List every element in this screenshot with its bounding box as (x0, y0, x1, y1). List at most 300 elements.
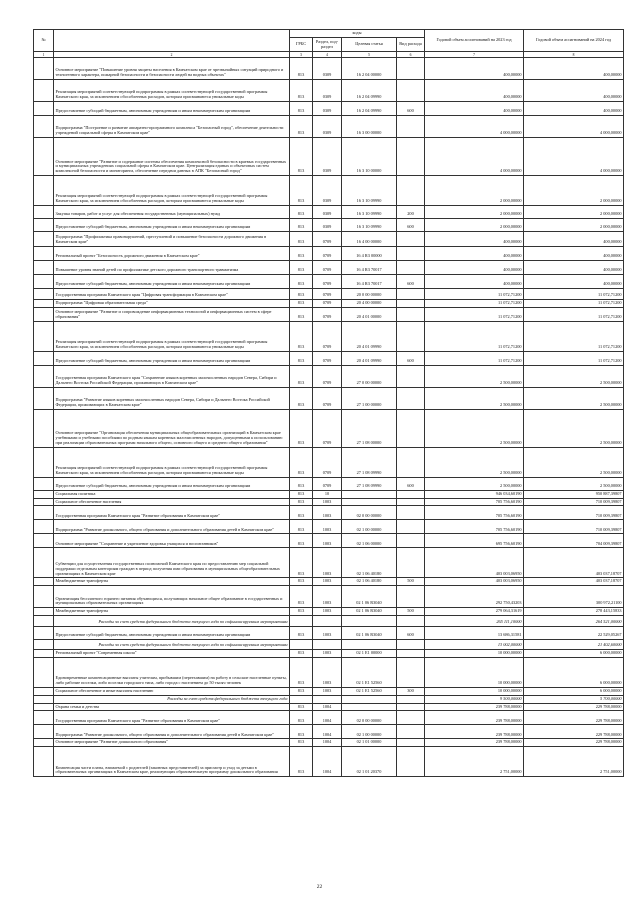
row-name-cell: Социальное обеспечение и иные выплаты населению (54, 687, 290, 695)
row-number-cell (34, 232, 54, 247)
table-row (34, 520, 624, 534)
row-type-cell (397, 739, 425, 747)
row-grbs-cell: 813 (290, 409, 313, 447)
row-section-cell: 0709 (313, 300, 342, 308)
row-section-cell: 0309 (313, 102, 342, 116)
row-2024-cell: 6 000,00000 (524, 657, 624, 687)
row-section-cell: 1003 (313, 657, 342, 687)
row-name-cell: Подпрограмма "Цифровая образовательная среда" (54, 300, 290, 308)
table-row (34, 548, 624, 578)
row-section-cell: 0709 (313, 232, 342, 247)
row-target-cell (342, 695, 397, 703)
row-number-cell (34, 365, 54, 387)
row-number-cell (34, 608, 54, 616)
row-name-cell: Подпрограмма "Профилактика правонарушений, преступлений и повышение безопасности дорожного движения в Камчатском крае" (54, 232, 290, 247)
row-name-cell: Расходы за счет средств федерального бюджета текущего года по софинансируемым мероприятиям (54, 640, 290, 650)
row-type-cell (397, 387, 425, 409)
row-2023-cell: 695 756,60190 (425, 534, 524, 548)
row-type-cell (397, 640, 425, 650)
table-row (34, 219, 624, 232)
row-grbs-cell: 813 (290, 608, 313, 616)
row-target-cell: 16 2 04 09990 (342, 80, 397, 102)
row-2024-cell: 710 009,39807 (524, 520, 624, 534)
row-grbs-cell: 813 (290, 232, 313, 247)
table-row (34, 747, 624, 777)
row-grbs-cell: 813 (290, 534, 313, 548)
row-name-cell: Государственная программа Камчатского края "Цифровая трансформация в Камчатском крае" (54, 289, 290, 300)
row-2023-cell: 2 500,00000 (425, 365, 524, 387)
row-number-cell (34, 578, 54, 586)
row-grbs-cell: 813 (290, 365, 313, 387)
row-section-cell: 0709 (313, 289, 342, 300)
row-2023-cell: 400,00000 (425, 80, 524, 102)
row-target-cell: 02 1 06 R3040 (342, 627, 397, 640)
row-2024-cell: 2 500,00000 (524, 477, 624, 490)
table-row (34, 116, 624, 138)
row-name-cell: Реализация мероприятий соответствующей подпрограммы в рамках соответствующей государственной программы Камчатского края, за исключением обособленных расходов, которым присваиваются уникальные коды (54, 80, 290, 102)
row-target-cell: 27 1 00 00000 (342, 387, 397, 409)
row-2023-cell: 2 000,00000 (425, 206, 524, 219)
row-2023-cell: 705 756,60190 (425, 498, 524, 506)
row-number-cell (34, 80, 54, 102)
col-2023-header: Годовой объем ассигнований на 2023 год (425, 30, 524, 52)
row-grbs-cell: 813 (290, 219, 313, 232)
row-grbs-cell: 813 (290, 176, 313, 206)
row-name-cell: Социальное обеспечение населения (54, 498, 290, 506)
row-target-cell: 20 4 01 00000 (342, 307, 397, 321)
row-grbs-cell: 813 (290, 711, 313, 725)
row-type-cell (397, 409, 425, 447)
row-2023-cell: 400,00000 (425, 261, 524, 275)
row-section-cell: 0309 (313, 116, 342, 138)
row-type-cell (397, 116, 425, 138)
row-2024-cell: 2 000,00000 (524, 176, 624, 206)
row-section-cell: 0709 (313, 387, 342, 409)
row-type-cell: 500 (397, 608, 425, 616)
row-name-cell: Региональный проект "Безопасность дорожного движения в Камчатском крае" (54, 247, 290, 261)
index-cell: 3 (290, 52, 313, 58)
row-target-cell: 02 1 06 00000 (342, 534, 397, 548)
row-number-cell (34, 586, 54, 608)
row-2024-cell: 11 072,71200 (524, 300, 624, 308)
row-section-cell: 0309 (313, 138, 342, 176)
row-2024-cell: 2 000,00000 (524, 206, 624, 219)
row-grbs-cell: 813 (290, 300, 313, 308)
table-row (34, 586, 624, 608)
table-row (34, 725, 624, 739)
row-number-cell (34, 261, 54, 275)
row-section-cell: 1003 (313, 548, 342, 578)
row-grbs-cell (290, 695, 313, 703)
row-number-cell (34, 102, 54, 116)
row-2024-cell: 278 443,15833 (524, 608, 624, 616)
row-2023-cell: 400,00000 (425, 247, 524, 261)
row-type-cell (397, 498, 425, 506)
row-number-cell (34, 247, 54, 261)
row-number-cell (34, 627, 54, 640)
row-2023-cell: 11 072,71200 (425, 307, 524, 321)
row-2023-cell: 2 500,00000 (425, 409, 524, 447)
row-2024-cell: 11 072,71200 (524, 321, 624, 351)
row-section-cell: 1003 (313, 520, 342, 534)
row-section-cell (313, 616, 342, 627)
row-number-cell (34, 703, 54, 711)
row-target-cell: 02 1 E1 52560 (342, 687, 397, 695)
row-target-cell: 02 0 00 00000 (342, 711, 397, 725)
page-number: 22 (316, 884, 323, 890)
row-grbs-cell: 813 (290, 725, 313, 739)
row-number-cell (34, 206, 54, 219)
col-type-header: Вид расхода (397, 38, 425, 52)
row-2024-cell: 403 037,18707 (524, 548, 624, 578)
row-number-cell (34, 520, 54, 534)
row-target-cell: 02 1 E1 52560 (342, 657, 397, 687)
row-number-cell (34, 657, 54, 687)
index-cell: 5 (342, 52, 397, 58)
row-section-cell: 0309 (313, 206, 342, 219)
row-name-cell: Подпрограмма "Развитие дошкольного, общего образования и дополнительного образования детей в Камчатском крае" (54, 520, 290, 534)
row-section-cell: 0709 (313, 365, 342, 387)
row-grbs-cell: 813 (290, 321, 313, 351)
row-grbs-cell: 813 (290, 387, 313, 409)
row-name-cell: Социальная политика (54, 490, 290, 498)
row-2023-cell: 403 003,06950 (425, 548, 524, 578)
row-type-cell (397, 548, 425, 578)
row-2023-cell: 705 756,60190 (425, 520, 524, 534)
row-2024-cell: 11 072,71200 (524, 307, 624, 321)
row-number-cell (34, 275, 54, 289)
row-2024-cell: 403 037,18707 (524, 578, 624, 586)
row-number-cell (34, 289, 54, 300)
row-number-cell (34, 506, 54, 520)
row-section-cell: 1003 (313, 650, 342, 658)
row-grbs-cell: 813 (290, 80, 313, 102)
row-target-cell (342, 616, 397, 627)
row-name-cell: Подпрограмма "Развитие языков коренных малочисленных народов Севера, Сибири и Дальнего Востока Российской Федерации, проживающих в Камчатском крае" (54, 387, 290, 409)
row-number-cell (34, 490, 54, 498)
row-target-cell: 27 0 00 00000 (342, 365, 397, 387)
row-target-cell: 02 1 06 40180 (342, 548, 397, 578)
row-number-cell (34, 747, 54, 777)
row-2023-cell: 705 756,60190 (425, 506, 524, 520)
row-section-cell: 0709 (313, 321, 342, 351)
row-name-cell: Предоставление субсидий бюджетным, автономным учреждениям и иным некоммерческим организациям (54, 627, 290, 640)
row-grbs-cell: 813 (290, 351, 313, 365)
row-type-cell (397, 747, 425, 777)
row-2023-cell: 11 072,71200 (425, 351, 524, 365)
row-name-cell: Региональный проект "Современная школа" (54, 650, 290, 658)
row-name-cell: Охрана семьи и детства (54, 703, 290, 711)
row-target-cell: 02 1 01 00000 (342, 739, 397, 747)
table-row (34, 387, 624, 409)
row-2023-cell: 10 000,00000 (425, 687, 524, 695)
budget-table (33, 29, 624, 777)
row-type-cell: 500 (397, 578, 425, 586)
row-grbs-cell: 813 (290, 289, 313, 300)
row-name-cell: Основное мероприятие "Повышение уровня защиты населения в Камчатском крае от чрезвычайных ситуаций природного и техногенного характера, пожарной безопасности и безопасности людей на водных объектах" (54, 58, 290, 80)
row-section-cell: 0709 (313, 261, 342, 275)
row-type-cell (397, 447, 425, 477)
row-grbs-cell: 813 (290, 307, 313, 321)
table-row (34, 321, 624, 351)
row-type-cell (397, 506, 425, 520)
row-target-cell: 02 1 06 R3040 (342, 586, 397, 608)
row-section-cell: 1003 (313, 608, 342, 616)
row-type-cell (397, 58, 425, 80)
row-2023-cell: 4 000,00000 (425, 138, 524, 176)
row-number-cell (34, 409, 54, 447)
table-row (34, 232, 624, 247)
table-row (34, 490, 624, 498)
row-type-cell (397, 703, 425, 711)
row-section-cell (313, 695, 342, 703)
row-grbs-cell: 813 (290, 548, 313, 578)
row-2024-cell: 400,00000 (524, 58, 624, 80)
row-name-cell: Реализация мероприятий соответствующей подпрограммы в рамках соответствующей государственной программы Камчатского края, за исключением обособленных расходов, которым присваиваются уникальные коды (54, 447, 290, 477)
row-number-cell (34, 300, 54, 308)
row-section-cell: 1003 (313, 687, 342, 695)
row-target-cell: 16 4 R3 70017 (342, 261, 397, 275)
row-name-cell: Государственная программа Камчатского края "Развитие образования в Камчатском крае" (54, 506, 290, 520)
row-number-cell (34, 58, 54, 80)
table-row (34, 138, 624, 176)
row-number-cell (34, 616, 54, 627)
index-cell: 7 (425, 52, 524, 58)
row-grbs-cell: 813 (290, 586, 313, 608)
row-2024-cell: 22 529,05267 (524, 627, 624, 640)
row-target-cell: 16 3 10 09990 (342, 206, 397, 219)
row-2023-cell: 279 064,31619 (425, 608, 524, 616)
row-name-cell: Предоставление субсидий бюджетным, автономным учреждениям и иным некоммерческим организациям (54, 275, 290, 289)
row-number-cell (34, 534, 54, 548)
row-target-cell: 16 3 10 09990 (342, 176, 397, 206)
row-target-cell (342, 640, 397, 650)
row-number-cell (34, 176, 54, 206)
row-grbs-cell: 813 (290, 490, 313, 498)
row-2023-cell: 946 034,60190 (425, 490, 524, 498)
row-type-cell: 300 (397, 687, 425, 695)
row-2024-cell: 4 000,00000 (524, 138, 624, 176)
row-number-cell (34, 711, 54, 725)
row-type-cell (397, 321, 425, 351)
row-name-cell: Предоставление субсидий бюджетным, автономным учреждениям и иным некоммерческим организациям (54, 477, 290, 490)
row-number-cell (34, 498, 54, 506)
row-grbs-cell: 813 (290, 498, 313, 506)
row-2024-cell: 229 788,00000 (524, 711, 624, 725)
row-grbs-cell: 813 (290, 578, 313, 586)
row-section-cell: 0709 (313, 409, 342, 447)
row-2024-cell: 400,00000 (524, 261, 624, 275)
row-target-cell: 16 4 R3 70017 (342, 275, 397, 289)
row-2023-cell: 400,00000 (425, 58, 524, 80)
row-2023-cell: 2 000,00000 (425, 176, 524, 206)
row-name-cell: Основное мероприятие "Развитие и сопровождение информационных технологий и информационных систем в сфере образования" (54, 307, 290, 321)
row-type-cell (397, 80, 425, 102)
row-2024-cell: 21 402,60000 (524, 640, 624, 650)
row-number-cell (34, 725, 54, 739)
table-row (34, 176, 624, 206)
row-name-cell: Единовременные компенсационные выплаты учителям, прибывшим (переехавшим) на работу в сельские населенные пункты, либо рабочие поселки, либо поселки городского типа, либо города с населением до 50 тысяч человек (54, 657, 290, 687)
index-cell: 4 (313, 52, 342, 58)
table-row (34, 247, 624, 261)
row-type-cell (397, 176, 425, 206)
row-name-cell: Межбюджетные трансферты (54, 608, 290, 616)
row-type-cell: 600 (397, 477, 425, 490)
table-row (34, 289, 624, 300)
table-row (34, 711, 624, 725)
table-row (34, 409, 624, 447)
row-section-cell: 0709 (313, 247, 342, 261)
row-type-cell (397, 247, 425, 261)
row-section-cell (313, 640, 342, 650)
row-2024-cell: 2 500,00000 (524, 447, 624, 477)
row-2024-cell: 6 000,00000 (524, 650, 624, 658)
row-section-cell: 1003 (313, 578, 342, 586)
row-2024-cell: 2 000,00000 (524, 219, 624, 232)
col-section-header: Раздел, под-раздел (313, 38, 342, 52)
row-name-cell: Реализация мероприятий соответствующей подпрограммы в рамках соответствующей государственной программы Камчатского края, за исключением обособленных расходов, которым присваиваются уникальные коды (54, 321, 290, 351)
row-2024-cell: 11 072,71200 (524, 351, 624, 365)
row-number-cell (34, 739, 54, 747)
row-2024-cell: 11 072,71200 (524, 289, 624, 300)
row-section-cell: 0709 (313, 447, 342, 477)
row-section-cell: 0709 (313, 351, 342, 365)
row-type-cell: 600 (397, 275, 425, 289)
row-number-cell (34, 650, 54, 658)
row-2023-cell: 11 072,71200 (425, 300, 524, 308)
row-2023-cell: 2 500,00000 (425, 447, 524, 477)
col-grbs-header: ГРБС (290, 38, 313, 52)
row-type-cell (397, 657, 425, 687)
row-type-cell (397, 520, 425, 534)
row-2023-cell: 13 002,00000 (425, 640, 524, 650)
row-2024-cell: 400,00000 (524, 275, 624, 289)
row-number-cell (34, 687, 54, 695)
row-grbs-cell: 813 (290, 247, 313, 261)
row-target-cell (342, 498, 397, 506)
table-row (34, 261, 624, 275)
row-type-cell (397, 725, 425, 739)
table-row (34, 498, 624, 506)
row-type-cell (397, 261, 425, 275)
row-2023-cell: 239 788,00000 (425, 739, 524, 747)
row-grbs-cell: 813 (290, 520, 313, 534)
row-grbs-cell: 813 (290, 138, 313, 176)
row-number-cell (34, 387, 54, 409)
row-2024-cell: 704 009,39807 (524, 534, 624, 548)
row-section-cell: 0709 (313, 307, 342, 321)
row-2023-cell: 2 500,00000 (425, 387, 524, 409)
row-grbs-cell: 813 (290, 116, 313, 138)
row-type-cell: 600 (397, 627, 425, 640)
row-grbs-cell: 813 (290, 506, 313, 520)
row-number-cell (34, 695, 54, 703)
row-number-cell (34, 477, 54, 490)
row-target-cell: 02 1 00 00000 (342, 725, 397, 739)
row-grbs-cell: 813 (290, 657, 313, 687)
row-section-cell: 0309 (313, 80, 342, 102)
row-grbs-cell: 813 (290, 687, 313, 695)
table-row (34, 534, 624, 548)
row-section-cell: 0709 (313, 477, 342, 490)
budget-rows (34, 58, 624, 777)
row-section-cell: 1003 (313, 506, 342, 520)
row-grbs-cell: 813 (290, 261, 313, 275)
row-target-cell: 16 4 R3 00000 (342, 247, 397, 261)
table-row (34, 650, 624, 658)
row-section-cell: 1004 (313, 703, 342, 711)
row-2024-cell: 229 788,00000 (524, 725, 624, 739)
row-grbs-cell: 813 (290, 627, 313, 640)
table-row (34, 80, 624, 102)
row-target-cell: 02 1 06 R3040 (342, 608, 397, 616)
table-row (34, 102, 624, 116)
row-type-cell (397, 300, 425, 308)
row-grbs-cell: 813 (290, 739, 313, 747)
table-row (34, 578, 624, 586)
row-2023-cell: 13 686,31581 (425, 627, 524, 640)
row-target-cell: 27 1 08 09990 (342, 477, 397, 490)
table-row (34, 58, 624, 80)
row-target-cell: 16 2 04 00000 (342, 58, 397, 80)
row-2023-cell: 239 788,00000 (425, 725, 524, 739)
row-type-cell (397, 232, 425, 247)
row-2024-cell: 2 751,00000 (524, 747, 624, 777)
col-target-header: Целевая статья (342, 38, 397, 52)
row-2023-cell: 400,00000 (425, 232, 524, 247)
row-type-cell (397, 307, 425, 321)
row-2023-cell: 4 000,00000 (425, 116, 524, 138)
row-name-cell: Подпрограмма "Построение и развитие аппаратно-программного комплекса "Безопасный город", обеспечение деятельности учреждений социальной сферы в Камчатском крае" (54, 116, 290, 138)
row-grbs-cell: 813 (290, 447, 313, 477)
row-section-cell: 10 (313, 490, 342, 498)
row-name-cell: Компенсация части платы, взимаемой с родителей (законных представителей) за присмотр и уход за детьми в образовательных организациях в Камчатском крае, реализующих образовательную программу дошкольного образования (54, 747, 290, 777)
row-name-cell: Организация бесплатного горячего питания обучающихся, получающих начальное общее образование в государственных и муниципальных образовательных организациях (54, 586, 290, 608)
row-name-cell: Основное мероприятие "Развитие дошкольного образования" (54, 739, 290, 747)
row-target-cell (342, 490, 397, 498)
row-name-cell: Предоставление субсидий бюджетным, автономным учреждениям и иным некоммерческим организациям (54, 351, 290, 365)
row-number-cell (34, 548, 54, 578)
row-name-cell: Реализация мероприятий соответствующей подпрограммы в рамках соответствующей государственной программы Камчатского края, за исключением обособленных расходов, которым присваиваются уникальные коды (54, 176, 290, 206)
row-grbs-cell: 813 (290, 703, 313, 711)
row-section-cell: 0309 (313, 58, 342, 80)
row-2024-cell: 4 000,00000 (524, 116, 624, 138)
row-2023-cell: 239 788,00000 (425, 711, 524, 725)
row-target-cell: 16 3 10 00000 (342, 138, 397, 176)
row-2023-cell: 9 500,00000 (425, 695, 524, 703)
row-target-cell: 20 4 01 09990 (342, 351, 397, 365)
row-2023-cell: 400,00000 (425, 102, 524, 116)
table-row (34, 687, 624, 695)
row-name-cell: Основное мероприятие "Сохранение и укрепление здоровья учащихся и воспитанников" (54, 534, 290, 548)
row-2024-cell: 2 500,00000 (524, 409, 624, 447)
row-name-cell: Межбюджетные трансферты (54, 578, 290, 586)
row-2023-cell: 2 500,00000 (425, 477, 524, 490)
row-type-cell (397, 695, 425, 703)
index-cell: 1 (34, 52, 54, 58)
row-2024-cell: 6 000,00000 (524, 687, 624, 695)
row-type-cell (397, 534, 425, 548)
row-number-cell (34, 219, 54, 232)
row-name-cell: Субвенции для осуществления государственных полномочий Камчатского края по предоставлению мер социальной поддержки отдельным категориям граждан в период получения ими образования в муниципальных общеобразовательных организациях в Камчатском крае (54, 548, 290, 578)
row-target-cell: 02 1 06 40180 (342, 578, 397, 586)
row-name-cell: Основное мероприятие "Организация обеспечения муниципальных общеобразовательных организаций в Камчатском крае учебниками и учебными пособиями по родным языкам коренных малочисленных народов, допущенными к использованию при реализации образовательных программ начального общего, основного общего и среднего общего образования" (54, 409, 290, 447)
row-number-cell (34, 447, 54, 477)
row-2024-cell: 5 700,00000 (524, 695, 624, 703)
row-2024-cell: 400,00000 (524, 247, 624, 261)
row-name-cell: Повышение уровня знаний детей по профилактике детского дорожного транспортного травматизма (54, 261, 290, 275)
row-name-cell: Расходы за счет средств федерального бюджета текущего года по софинансируемым мероприятиям (54, 616, 290, 627)
